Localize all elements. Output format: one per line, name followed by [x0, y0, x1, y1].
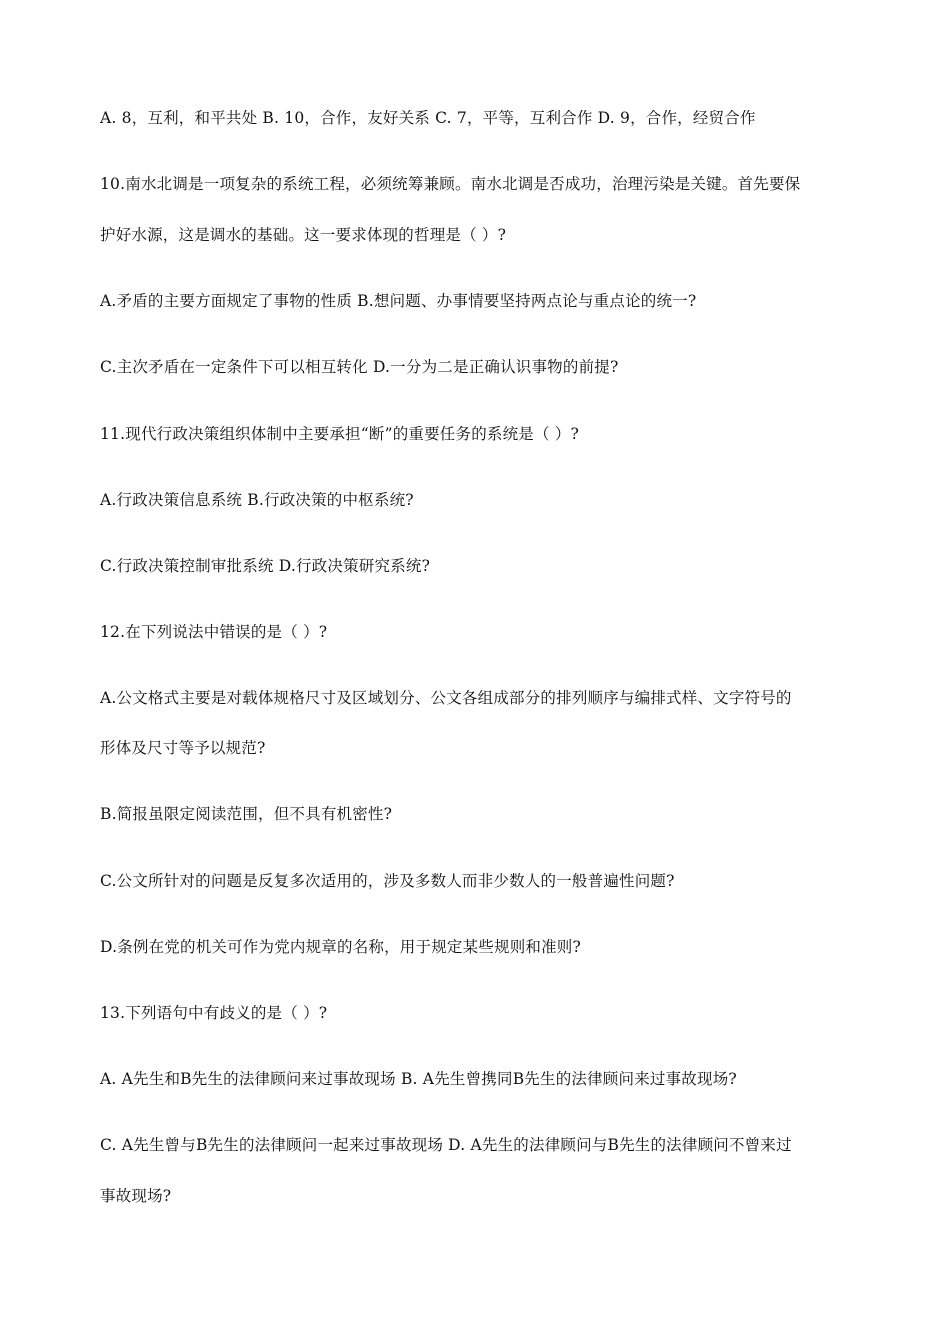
q10-options-ab: A.矛盾的主要方面规定了事物的性质 B.想问题、办事情要坚持两点论与重点论的统一?: [100, 292, 697, 310]
q13-options-ab: A. A先生和B先生的法律顾问来过事故现场 B. A先生曾携同B先生的法律顾问来过事故现场?: [100, 1070, 737, 1088]
q12-option-d: D.条例在党的机关可作为党内规章的名称，用于规定某些规则和准则?: [100, 938, 582, 956]
q11-stem: 11.现代行政决策组织体制中主要承担“断”的重要任务的系统是（ ）?: [100, 425, 580, 443]
q11-options-ab: A.行政决策信息系统 B.行政决策的中枢系统?: [100, 491, 414, 509]
q13-options-cd-line2: 事故现场?: [100, 1187, 172, 1205]
q12-option-c: C.公文所针对的问题是反复多次适用的，涉及多数人而非少数人的一般普遍性问题?: [100, 872, 675, 890]
q12-option-a-line2: 形体及尺寸等予以规范?: [100, 739, 266, 757]
q13-stem: 13.下列语句中有歧义的是（ ）?: [100, 1004, 328, 1022]
q9-options: A. 8，互利，和平共处 B. 10，合作，友好关系 C. 7，平等，互利合作 D. 9，合作，经贸合作: [100, 109, 756, 127]
q12-stem: 12.在下列说法中错误的是（ ）?: [100, 623, 328, 641]
q10-options-cd: C.主次矛盾在一定条件下可以相互转化 D.一分为二是正确认识事物的前提?: [100, 358, 619, 376]
q11-options-cd: C.行政决策控制审批系统 D.行政决策研究系统?: [100, 557, 431, 575]
q13-options-cd-line1: C. A先生曾与B先生的法律顾问一起来过事故现场 D. A先生的法律顾问与B先生的法律顾问不曾来过: [100, 1136, 792, 1154]
q12-option-a-line1: A.公文格式主要是对载体规格尺寸及区域划分、公文各组成部分的排列顺序与编排式样、文字符号的: [100, 689, 792, 707]
q10-stem-line2: 护好水源，这是调水的基础。这一要求体现的哲理是（ ）?: [100, 226, 507, 244]
q10-stem-line1: 10.南水北调是一项复杂的系统工程，必须统筹兼顾。南水北调是否成功，治理污染是关键。首先要保: [100, 175, 801, 193]
q12-option-b: B.简报虽限定阅读范围，但不具有机密性?: [100, 805, 393, 823]
